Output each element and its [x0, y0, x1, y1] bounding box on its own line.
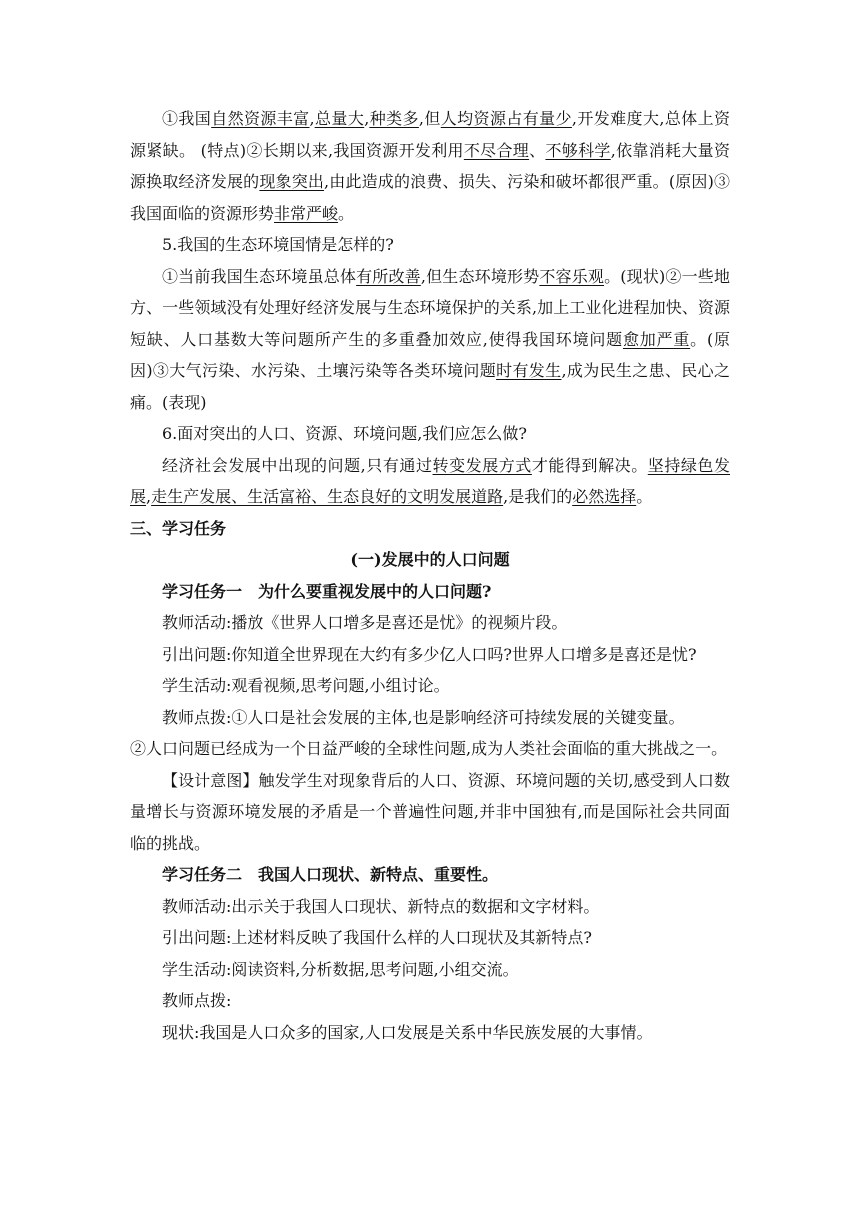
- task2-teacher-guide: 教师点拨:: [162, 991, 232, 1010]
- underlined-phrase: 转变发展方式: [432, 455, 532, 475]
- text-run: ,但生态环境形势: [420, 266, 540, 286]
- underlined-phrase: 自然资源丰富: [211, 109, 310, 128]
- underlined-phrase: 愈加严重: [622, 329, 691, 349]
- text-run: 。: [636, 487, 653, 506]
- task1-design-intent: 【设计意图】触发学生对现象背后的人口、资源、环境问题的关切,感受到人口数量增长与资源环境发展的矛盾是一个普遍性问题,并非中国独有,而是国际社会共同面临的挑战。: [130, 770, 730, 853]
- resource-situation-paragraph: [130, 103, 730, 229]
- text-run: ,: [146, 487, 152, 506]
- task1-question: 引出问题:你知道全世界现在大约有多少亿人口吗?世界人口增多是喜还是忧?: [162, 644, 697, 664]
- underlined-phrase: 总量大: [314, 109, 365, 128]
- text-run: 。(现状)②一些地方、一些领域没有处理好经济发展与生态环境保护的关系,加上工业化进程加快、资源短缺、人口基数大等问题所产生的多重叠加效应,使得我国环境问题: [130, 266, 730, 349]
- underlined-phrase: 走生产发展、生活富裕、生态良好的文明发展道路: [151, 487, 504, 506]
- task1-student-activity: 学生活动:观看视频,思考问题,小组讨论。: [162, 676, 450, 695]
- task1-teacher-guide-2: ②人口问题已经成为一个日益严峻的全球性问题,成为人类社会面临的重大挑战之一。: [130, 739, 728, 758]
- question-6: [130, 418, 730, 450]
- task2-status: 现状:我国是人口众多的国家,人口发展是关系中华民族发展的大事情。: [162, 1022, 653, 1042]
- underlined-phrase: 非常严峻: [274, 203, 339, 223]
- answer-6-paragraph: [130, 450, 730, 513]
- text-run: 。: [338, 203, 355, 223]
- subheading: (一)发展中的人口问题: [350, 550, 510, 569]
- section-heading: 三、学习任务: [130, 518, 227, 538]
- task2-question: 引出问题:上述材料反映了我国什么样的人口现状及其新特点?: [162, 928, 592, 947]
- task2-title: 学习任务二 我国人口现状、新特点、重要性。: [162, 865, 499, 884]
- text-run: ,: [309, 109, 315, 128]
- task1-teacher-activity: 教师活动:播放《世界人口增多是喜还是忧》的视频片段。: [162, 613, 568, 632]
- task2-teacher-activity: 教师活动:出示关于我国人口现状、新特点的数据和文字材料。: [162, 896, 600, 916]
- underlined-phrase: 不尽合理: [463, 140, 530, 160]
- text-run: ,但: [418, 109, 441, 128]
- underlined-phrase: 人均资源占有量少: [440, 109, 572, 128]
- task1-teacher-guide-1: 教师点拨:①人口是社会发展的主体,也是影响经济可持续发展的关键变量。: [162, 707, 685, 727]
- text-run: 、: [529, 140, 546, 160]
- underlined-phrase: 坚持绿色发展: [130, 455, 730, 506]
- text-run: ①当前我国生态环境虽总体: [162, 266, 357, 286]
- text-run: ,开发难度大,总体上资源紧缺。 (特点)②长期以来,我国资源开发利用: [130, 109, 730, 160]
- text-run: 才能得到解决。: [531, 455, 648, 475]
- underlined-phrase: 必然选择: [572, 487, 637, 506]
- task2-student-activity: 学生活动:阅读资料,分析数据,思考问题,小组交流。: [162, 959, 519, 979]
- text-run: 6.面对突出的人口、资源、环境问题,我们应怎么做?: [162, 424, 527, 443]
- underlined-phrase: 不够科学: [545, 140, 611, 160]
- text-run: ①我国: [162, 109, 212, 128]
- text-run: 。(原因)③大气污染、水污染、土壤污染等各类环境问题: [130, 329, 730, 380]
- text-run: ,: [364, 109, 370, 128]
- text-run: ,由此造成的浪费、损失、污染和破坏都很严重。(原因)③我国面临的资源形势: [130, 172, 730, 223]
- text-run: 5.我国的生态环境国情是怎样的?: [162, 235, 394, 254]
- document-page: [130, 103, 730, 1048]
- text-run: ,成为民生之患、民心之痛。(表现): [130, 361, 730, 412]
- task1-title: 学习任务一 为什么要重视发展中的人口问题?: [162, 581, 492, 601]
- text-run: ,依靠消耗大量资源换取经济发展的: [130, 140, 730, 191]
- eco-situation-paragraph: [130, 261, 730, 419]
- question-5: [130, 229, 730, 261]
- underlined-phrase: 有所改善: [356, 266, 421, 286]
- text-run: 经济社会发展中出现的问题,只有通过: [162, 455, 433, 475]
- underlined-phrase: 现象突出: [259, 172, 325, 191]
- underlined-phrase: 不容乐观: [539, 266, 605, 286]
- underlined-phrase: 种类多: [369, 109, 419, 128]
- underlined-phrase: 时有发生: [496, 361, 562, 380]
- text-run: ,是我们的: [503, 487, 573, 506]
